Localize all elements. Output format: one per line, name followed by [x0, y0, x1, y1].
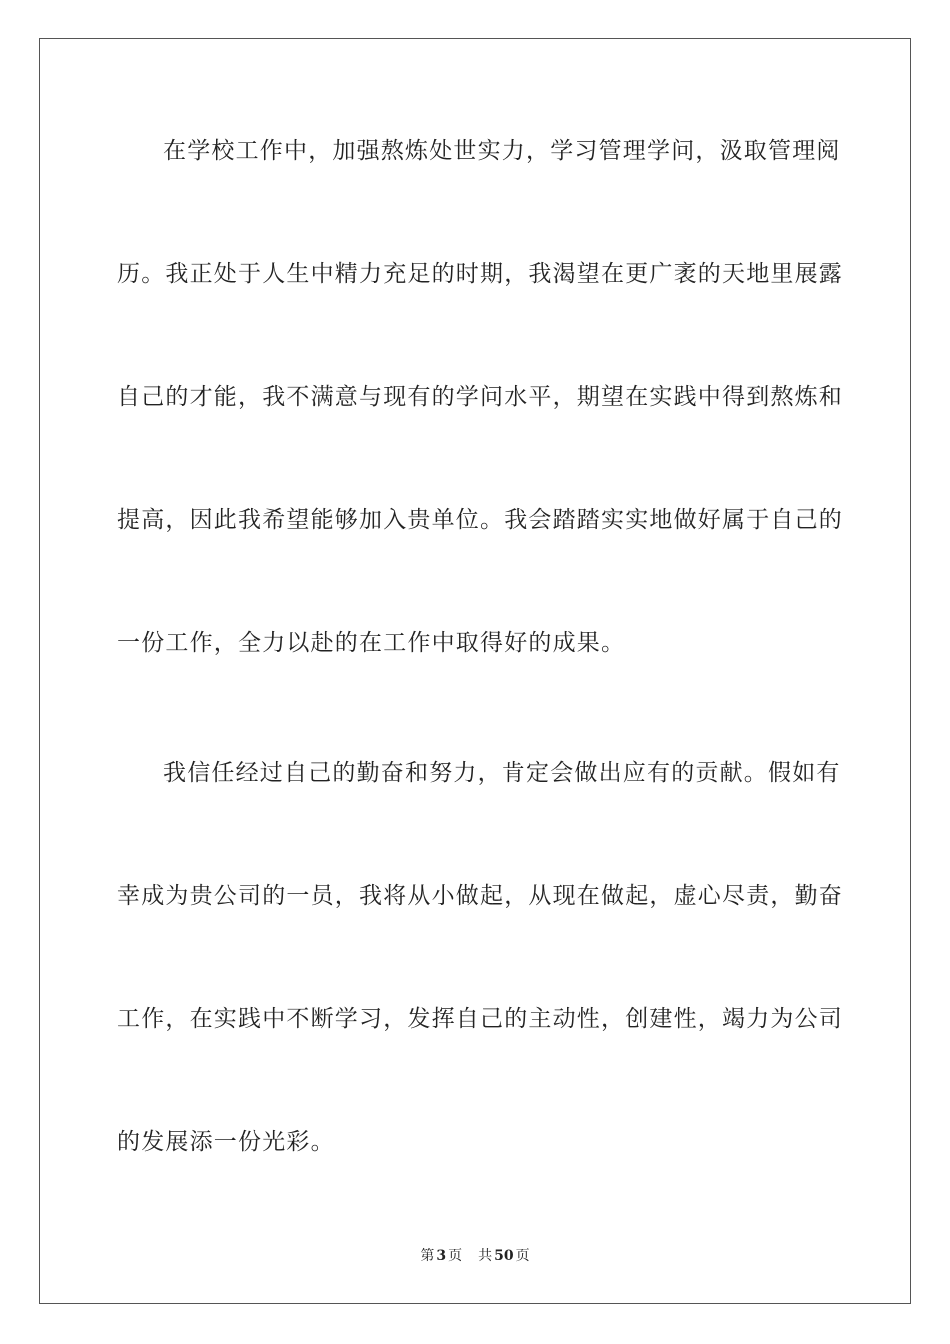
paragraph-line: 工作，在实践中不断学习，发挥自己的主动性，创建性，竭力为公司: [117, 1006, 843, 1032]
paragraph-line: 幸成为贵公司的一员，我将从小做起，从现在做起，虚心尽责，勤奋: [117, 883, 843, 909]
page-number: 3: [436, 1248, 447, 1264]
page-border: [39, 38, 911, 1304]
total-suffix: 页: [515, 1248, 530, 1264]
total-prefix: 共: [478, 1248, 493, 1264]
paragraph-line: 我信任经过自己的勤奋和努力，肯定会做出应有的贡献。假如有: [163, 760, 841, 786]
paragraph-line: 自己的才能，我不满意与现有的学问水平，期望在实践中得到熬炼和: [117, 384, 843, 410]
paragraph-line: 一份工作，全力以赴的在工作中取得好的成果。: [117, 630, 626, 656]
total-pages: 50: [494, 1248, 514, 1264]
paragraph-line: 的发展添一份光彩。: [117, 1129, 335, 1155]
paragraph-line: 在学校工作中，加强熬炼处世实力，学习管理学问，汲取管理阅: [163, 138, 841, 164]
page-suffix: 页: [448, 1248, 463, 1264]
page-footer: [0, 1247, 950, 1265]
paragraph-line: 历。我正处于人生中精力充足的时期，我渴望在更广袤的天地里展露: [117, 261, 843, 287]
page-prefix: 第: [420, 1248, 435, 1264]
paragraph-line: 提高，因此我希望能够加入贵单位。我会踏踏实实地做好属于自己的: [117, 507, 843, 533]
